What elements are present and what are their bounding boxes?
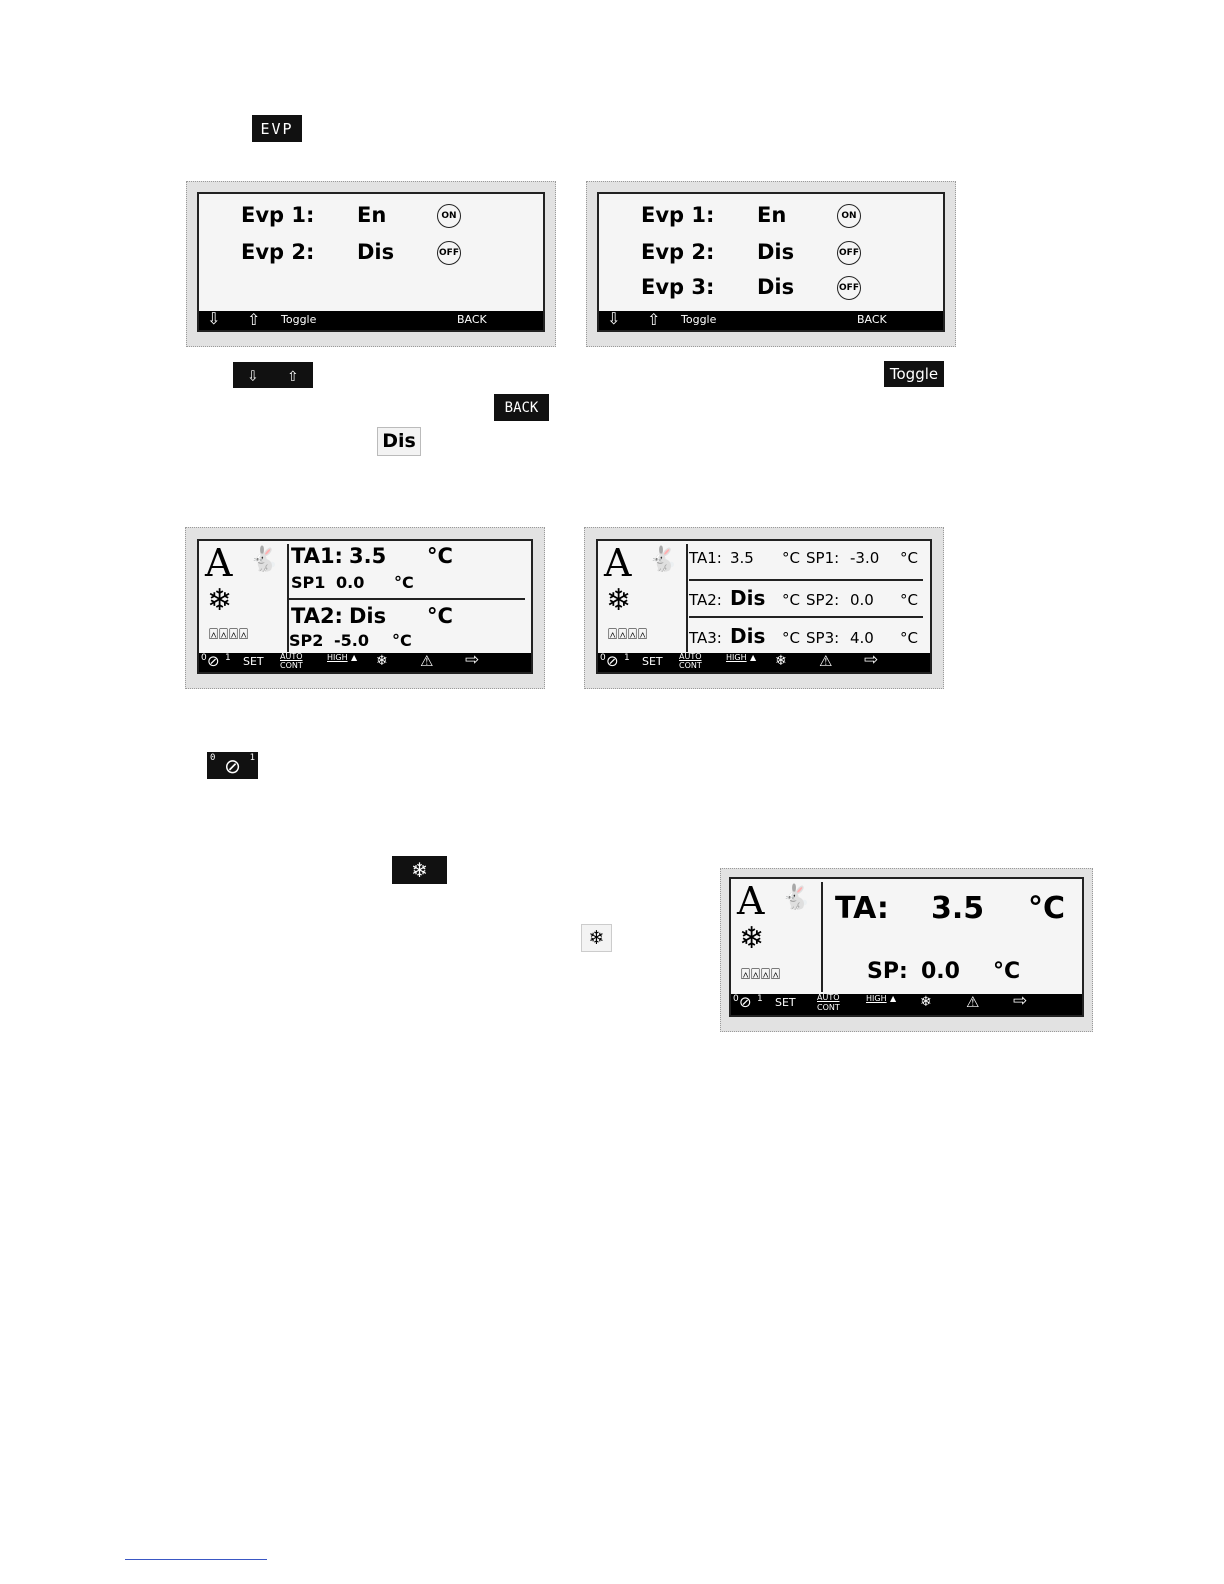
warning-icon[interactable]: ⚠ — [819, 652, 833, 670]
back-softkey[interactable]: BACK — [857, 313, 887, 326]
high-up-icon: ▲ — [351, 653, 358, 662]
evp-screen-2-softkeys — [599, 311, 943, 330]
toggle-icon: Toggle — [884, 361, 944, 387]
sp-unit: °C — [993, 959, 1021, 984]
evp2-label: Evp 2: — [241, 240, 315, 264]
main-screen-single-zone-frame — [720, 868, 1093, 1032]
auto-softkey[interactable]: AUTO — [280, 652, 303, 661]
evp-screen-1 — [197, 192, 545, 332]
ta2-unit: °C — [427, 604, 453, 628]
evp1-value: En — [757, 203, 787, 227]
defrost-icon: ❄ — [411, 858, 428, 882]
arrow-down-icon[interactable]: ⇩ — [607, 309, 621, 328]
evp3-value: Dis — [757, 275, 795, 299]
sp-value: 0.0 — [921, 959, 960, 984]
defrost-drip-icon: ❄ — [581, 924, 612, 952]
evp2-label: Evp 2: — [641, 240, 715, 264]
ta2-unit: °C — [782, 591, 800, 609]
set-softkey[interactable]: SET — [775, 996, 796, 1009]
fans-icon: ⍓⍓⍓⍓ — [608, 625, 649, 643]
compass-icon[interactable]: ⊘ — [606, 652, 619, 670]
back-icon: BACK — [494, 394, 549, 421]
deg-right: 1 — [757, 994, 763, 1004]
ta3-label: TA3: — [689, 629, 722, 647]
off-icon: OFF — [837, 241, 861, 265]
divider-horizontal — [689, 579, 923, 581]
footnote-rule — [125, 1559, 267, 1560]
off-icon: OFF — [437, 241, 461, 265]
sp2-unit: °C — [392, 631, 412, 650]
main-status-bar — [731, 991, 1082, 1015]
high-up-icon: ▲ — [890, 994, 897, 1003]
ta1-unit: °C — [782, 549, 800, 567]
ta1-label: TA1: — [689, 549, 722, 567]
deg-right: 1 — [249, 753, 255, 763]
defrost-icon[interactable]: ❄ — [376, 653, 388, 669]
high-up-icon: ▲ — [750, 653, 757, 662]
toggle-softkey[interactable]: Toggle — [681, 313, 717, 326]
deg-left: 0 — [210, 753, 216, 763]
main-screen-three-zone-frame — [584, 527, 944, 689]
main-status-bar — [199, 650, 531, 672]
arrow-up-icon: ⇧ — [287, 364, 299, 386]
main-status-bar — [598, 650, 930, 672]
set-softkey[interactable]: SET — [243, 655, 264, 668]
rabbit-icon: 🐇 — [648, 545, 678, 573]
ta-unit: °C — [1028, 891, 1066, 926]
ta-label: TA: — [835, 891, 889, 926]
deg-right: 1 — [624, 653, 630, 663]
auto-softkey[interactable]: AUTO — [817, 993, 840, 1002]
high-softkey[interactable]: HIGH — [327, 653, 348, 662]
sp2-label: SP2 — [289, 631, 324, 650]
cont-softkey[interactable]: CONT — [280, 661, 303, 670]
dis-icon: Dis — [377, 427, 421, 456]
compass-icon-chip — [207, 752, 258, 779]
off-icon: OFF — [837, 276, 861, 300]
ta2-value: Dis — [730, 586, 766, 610]
divider-horizontal — [289, 598, 525, 600]
snowflake-icon: ❄ — [606, 583, 632, 618]
evp3-label: Evp 3: — [641, 275, 715, 299]
warning-icon[interactable]: ⚠ — [420, 652, 434, 670]
evp-screen-1-frame — [186, 181, 556, 347]
main-screen-three-zone — [596, 539, 932, 674]
deg-right: 1 — [225, 653, 231, 663]
auto-softkey[interactable]: AUTO — [679, 652, 702, 661]
sp1-value: -3.0 — [850, 549, 880, 567]
rabbit-icon: 🐇 — [249, 545, 279, 573]
cont-softkey[interactable]: CONT — [679, 661, 702, 670]
high-softkey[interactable]: HIGH — [866, 994, 887, 1003]
main-screen-two-zone — [197, 539, 533, 674]
divider-horizontal — [689, 616, 923, 618]
ta2-label: TA2: — [291, 604, 343, 628]
divider-vertical — [686, 544, 688, 652]
sp2-unit: °C — [900, 591, 918, 609]
evp1-label: Evp 1: — [241, 203, 315, 227]
evp2-value: Dis — [757, 240, 795, 264]
evp-screen-1-softkeys — [199, 311, 543, 330]
warning-icon[interactable]: ⚠ — [966, 993, 980, 1011]
main-screen-two-zone-frame — [185, 527, 545, 689]
ta1-value: 3.5 — [349, 544, 387, 568]
evp-screen-2-frame — [586, 181, 956, 347]
on-icon: ON — [437, 204, 461, 228]
divider-vertical — [821, 882, 823, 992]
evp1-value: En — [357, 203, 387, 227]
sp1-value: 0.0 — [336, 573, 365, 592]
evp-icon: EVP — [252, 115, 302, 142]
arrow-down-icon: ⇩ — [247, 364, 259, 386]
next-arrow-icon[interactable]: ⇨ — [465, 650, 480, 670]
sp1-label: SP1 — [291, 573, 326, 592]
sp2-value: -5.0 — [334, 631, 369, 650]
sp3-value: 4.0 — [850, 629, 874, 647]
arrow-up-icon[interactable]: ⇧ — [247, 310, 261, 329]
defrost-icon-chip — [392, 856, 447, 884]
ta2-label: TA2: — [689, 591, 722, 609]
ta3-value: Dis — [730, 624, 766, 648]
ta1-value: 3.5 — [730, 549, 754, 567]
on-icon: ON — [837, 204, 861, 228]
sp1-label: SP1: — [806, 549, 840, 567]
main-screen-single-zone — [729, 877, 1084, 1017]
fans-icon: ⍓⍓⍓⍓ — [209, 625, 250, 643]
evp1-label: Evp 1: — [641, 203, 715, 227]
next-arrow-icon[interactable]: ⇨ — [1013, 991, 1028, 1011]
defrost-icon[interactable]: ❄ — [920, 994, 932, 1010]
deg-left: 0 — [201, 653, 207, 663]
ta-value: 3.5 — [931, 891, 985, 926]
sp1-unit: °C — [394, 573, 414, 592]
cont-softkey[interactable]: CONT — [817, 1003, 840, 1012]
set-softkey[interactable]: SET — [642, 655, 663, 668]
down-up-arrows-icon — [233, 362, 313, 388]
ta1-label: TA1: — [291, 544, 343, 568]
arrow-up-icon[interactable]: ⇧ — [647, 310, 661, 329]
next-arrow-icon[interactable]: ⇨ — [864, 650, 879, 670]
sp2-label: SP2: — [806, 591, 840, 609]
compass-icon[interactable]: ⊘ — [207, 652, 220, 670]
compass-icon[interactable]: ⊘ — [739, 993, 752, 1011]
sp3-unit: °C — [900, 629, 918, 647]
evp2-value: Dis — [357, 240, 395, 264]
fans-icon: ⍓⍓⍓⍓ — [741, 965, 782, 983]
ta3-unit: °C — [782, 629, 800, 647]
rabbit-icon: 🐇 — [781, 883, 811, 911]
auto-mode-icon: A — [737, 879, 765, 923]
high-softkey[interactable]: HIGH — [726, 653, 747, 662]
evp-screen-2 — [597, 192, 945, 332]
deg-left: 0 — [600, 653, 606, 663]
back-softkey[interactable]: BACK — [457, 313, 487, 326]
sp1-unit: °C — [900, 549, 918, 567]
toggle-softkey[interactable]: Toggle — [281, 313, 317, 326]
auto-mode-icon: A — [604, 541, 632, 585]
sp3-label: SP3: — [806, 629, 840, 647]
ta1-unit: °C — [427, 544, 453, 568]
compass-icon: ⊘ — [224, 753, 241, 778]
ta2-value: Dis — [349, 604, 387, 628]
sp2-value: 0.0 — [850, 591, 874, 609]
auto-mode-icon: A — [205, 541, 233, 585]
snowflake-drip-icon: ❄ — [739, 921, 765, 956]
deg-left: 0 — [733, 994, 739, 1004]
defrost-icon[interactable]: ❄ — [775, 653, 787, 669]
snowflake-icon: ❄ — [207, 583, 233, 618]
sp-label: SP: — [867, 959, 908, 984]
arrow-down-icon[interactable]: ⇩ — [207, 309, 221, 328]
